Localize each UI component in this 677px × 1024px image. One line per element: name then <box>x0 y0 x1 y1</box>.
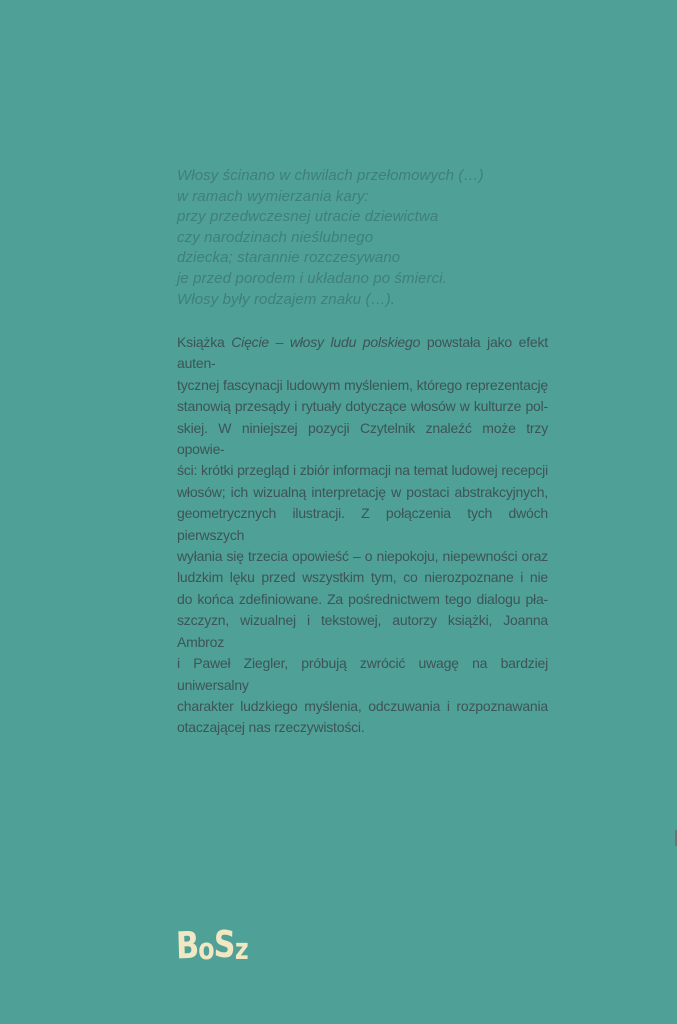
quote-line: je przed porodem i układano po śmierci. <box>177 269 447 287</box>
quote-line: Włosy były rodzajem znaku (…). <box>177 290 396 308</box>
quote-line: dziecka; starannie rozczesywano <box>177 249 401 267</box>
paragraph-line: ludzkim lęku przed wszystkim tym, co nierozpoznane i nie <box>177 569 548 586</box>
paragraph-line: geometrycznych ilustracji. Z połączenia tych dwóch pierwszych <box>177 505 548 543</box>
paragraph-line: włosów; ich wizualną interpretację w postaci abstrakcyjnych, <box>177 483 548 500</box>
book-title-italic: Cięcie – włosy ludu polskiego <box>231 334 421 350</box>
paragraph-line: szczyzn, wizualnej i tekstowej, autorzy książki, Joanna Ambroz <box>177 612 548 650</box>
description-paragraph <box>177 332 548 739</box>
logo-letter-z: z <box>234 932 249 966</box>
logo-letter-o: o <box>198 932 215 966</box>
paragraph-line <box>177 332 548 375</box>
paragraph-line: otaczającej nas rzeczywistości. <box>177 719 365 736</box>
paragraph-line: i Paweł Ziegler, próbują zwrócić uwagę na bardziej uniwersalny <box>177 655 548 693</box>
epigraph-quote <box>177 166 484 310</box>
paragraph-text: powstała jako efekt auten- <box>177 334 548 372</box>
quote-line: czy narodzinach nieślubnego <box>177 228 374 246</box>
logo-letter-b: B <box>175 923 200 968</box>
paragraph-line: wyłania się trzecia opowieść – o niepokoju, niepewności oraz <box>177 548 548 565</box>
paragraph-line: ści: krótki przegląd i zbiór informacji na temat ludowej recepcji <box>177 462 548 479</box>
paragraph-text: Książka <box>177 334 232 350</box>
quote-line: Włosy ścinano w chwilach przełomowych (…) <box>177 167 484 184</box>
quote-line: w ramach wymierzania kary: <box>177 187 369 205</box>
bosz-publisher-logo <box>175 922 249 968</box>
paragraph-line: tycznej fascynacji ludowym myśleniem, którego reprezentację <box>177 376 548 393</box>
quote-line: przy przedwczesnej utracie dziewictwa <box>177 208 439 226</box>
paragraph-line: do końca zdefiniowane. Za pośrednictwem tego dialogu pła- <box>177 590 548 607</box>
paragraph-line: charakter ludzkiego myślenia, odczuwania i rozpoznawania <box>177 697 548 714</box>
paragraph-line: stanowią przesądy i rytuały dotyczące włosów w kulturze pol- <box>177 398 548 415</box>
logo-letter-s: S <box>213 922 237 967</box>
paragraph-line: skiej. W niniejszej pozycji Czytelnik znaleźć może trzy opowie- <box>177 419 548 458</box>
